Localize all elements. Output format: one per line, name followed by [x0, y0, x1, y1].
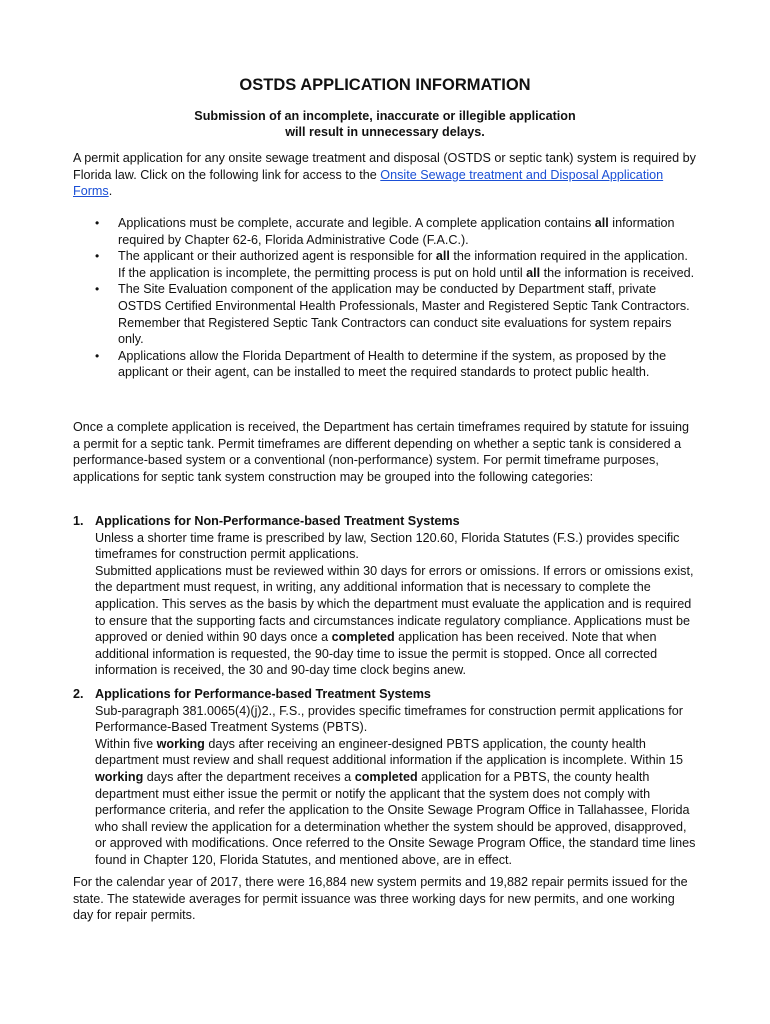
list-item-emphasis: all	[435, 249, 450, 264]
list-item-text: the information is received.	[540, 265, 695, 280]
section-paragraph: Sub-paragraph 381.0065(4)(j)2., F.S., provides specific timeframes for construction permit applications for Performance-Based Treatment Systems (PBTS).	[95, 703, 683, 735]
section-number: 2.	[73, 687, 84, 701]
list-item	[73, 248, 698, 281]
application-forms-link[interactable]: Onsite Sewage treatment and Disposal Application Forms	[73, 167, 664, 199]
section-paragraph: Unless a shorter time frame is prescribed by law, Section 120.60, Florida Statutes (F.S.) provides specific timeframes for construction permit applications.	[95, 530, 680, 562]
intro-text: A permit application for any onsite sewage treatment and disposal (OSTDS or septic tank) system is required by Florida law. Click on the following link for access to the	[73, 151, 696, 182]
intro-paragraph	[73, 150, 698, 200]
subtitle-line-1: Submission of an incomplete, inaccurate or illegible application	[194, 109, 576, 123]
section-heading	[73, 686, 698, 703]
section-emphasis: completed	[354, 769, 418, 784]
list-item-text: information required by Chapter 62-6, Florida Administrative Code (F.A.C.).	[118, 216, 675, 247]
section-text: days after the department receives a	[143, 769, 355, 784]
section-performance	[73, 686, 698, 869]
section-emphasis: completed	[331, 630, 395, 645]
section-emphasis: working	[156, 736, 205, 751]
section-emphasis: working	[95, 769, 144, 784]
section-text: Within five	[95, 736, 157, 751]
list-item-text: Applications allow the Florida Department of Health to determine if the system, as proposed by the applicant or their agent, can be installed to meet the required standards to protect public health.	[118, 348, 667, 380]
section-paragraph	[95, 736, 698, 869]
section-text: application has been received. Note that when additional information is requested, the 90-day time to issue the permit is stopped. Once all corrected information is received, the 30 and 90-day time clock begins anew.	[95, 630, 658, 678]
section-heading	[73, 513, 698, 530]
list-item-text: the information required in the application. If the application is incomplete, the permitting process is put on hold until	[118, 249, 688, 280]
statistics-paragraph: For the calendar year of 2017, there were 16,884 new system permits and 19,882 repair permits issued for the state. The statewide averages for permit issuance was three working days for new permits, and one working day for repair permits.	[73, 875, 688, 923]
subtitle	[0, 108, 770, 140]
section-body	[73, 703, 698, 869]
list-item	[73, 215, 698, 248]
section-text: days after receiving an engineer-designed PBTS application, the county health department must review and shall request additional information if the application is incomplete. Within 15	[95, 736, 684, 768]
list-item-text: The applicant or their authorized agent is responsible for	[118, 249, 436, 264]
section-non-performance	[73, 513, 698, 679]
section-paragraph	[95, 563, 698, 679]
section-title: Applications for Non-Performance-based Treatment Systems	[95, 514, 460, 528]
list-item	[73, 348, 698, 381]
section-body	[73, 530, 698, 679]
list-item-text: Applications must be complete, accurate and legible. A complete application contains	[118, 216, 595, 230]
list-item-emphasis: all	[594, 216, 609, 230]
subtitle-line-2: will result in unnecessary delays.	[285, 125, 485, 139]
section-text: application for a PBTS, the county health department must either issue the permit or notify the applicant that the system does not comply with performance criteria, and refer the application to the Onsite Sewage Program Office in Tallahassee, Florida who shall review the application for a determination whether the system should be approved, disapproved, or approved with modifications. Once referred to the Onsite Sewage Program Office, the standard time lines found in Chapter 120, Florida Statutes, and mentioned above, are in effect.	[95, 769, 696, 867]
list-item-text: The Site Evaluation component of the application may be conducted by Department staff, private OSTDS Certified Environmental Health Professionals, Master and Registered Septic Tank Contractors. Remember that Registered Septic Tank Contractors can conduct site evaluations for system repairs only.	[118, 282, 690, 347]
intro-text-end: .	[108, 184, 113, 199]
page-title: OSTDS APPLICATION INFORMATION	[239, 76, 531, 94]
section-text: Submitted applications must be reviewed within 30 days for errors or omissions. If errors or omissions exist, the department must request, in writing, any additional information that is necessary to complete the application. This serves as the basis by which the department must evaluate the application and is required to ensure that the supporting facts and circumstances indicate regulatory compliance. Applications must be approved or denied within 90 days once a	[95, 563, 694, 645]
section-number: 1.	[73, 514, 84, 528]
section-title: Applications for Performance-based Treatment Systems	[95, 687, 431, 701]
requirements-list	[73, 215, 698, 381]
list-item	[73, 281, 698, 347]
list-item-emphasis: all	[526, 265, 541, 280]
timeframes-paragraph: Once a complete application is received, the Department has certain timeframes required by statute for issuing a permit for a septic tank. Permit timeframes are different depending on whether a septic tank is considered a performance-based system or a conventional (non-performance) system. For permit timeframe purposes, applications for septic tank system construction may be grouped into the following categories:	[73, 420, 689, 484]
